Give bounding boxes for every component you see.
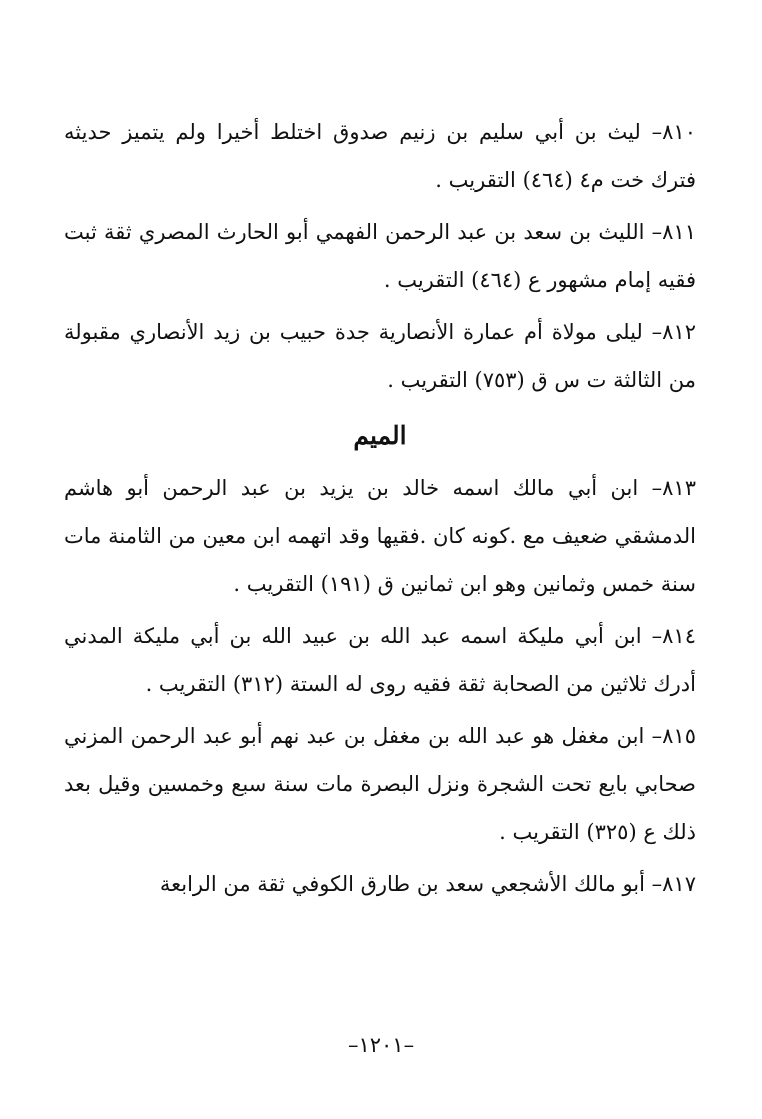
entry-810: ٨١٠– ليث بن أبي سليم بن زنيم صدوق اختلط أخيرا ولم يتميز حديثه فترك خت م٤ (٤٦٤) التقريب . [64, 120, 696, 192]
page-number: –١٢٠١– [347, 1033, 415, 1057]
document-page [64, 108, 696, 908]
entry-815: ٨١٥– ابن مغفل هو عبد الله بن مغفل بن عبد نهم أبو عبد الرحمن المزني صحابي بايع تحت الشجرة ونزل البصرة مات سنة سبع وخمسين وقيل بعد ذلك ع (٣٢٥) التقريب . [64, 724, 696, 844]
entry-811: ٨١١– الليث بن سعد بن عبد الرحمن الفهمي أبو الحارث المصري ثقة ثبت فقيه إمام مشهور ع (٤٦٤) التقريب . [64, 220, 696, 292]
entry-817: ٨١٧– أبو مالك الأشجعي سعد بن طارق الكوفي ثقة من الرابعة [159, 872, 696, 896]
entry-813: ٨١٣– ابن أبي مالك اسمه خالد بن يزيد بن عبد الرحمن أبو هاشم الدمشقي ضعيف مع .كونه كان .فقيها وقد اتهمه ابن معين من الثامنة مات سنة خمس وثمانين وهو ابن ثمانين ق (١٩١) التقريب . [64, 476, 696, 596]
section-heading: الميم [353, 421, 407, 450]
entry-814: ٨١٤– ابن أبي مليكة اسمه عبد الله بن عبيد الله بن أبي مليكة المدني أدرك ثلاثين من الصحابة ثقة فقيه روى له الستة (٣١٢) التقريب . [64, 624, 696, 696]
entry-812: ٨١٢– ليلى مولاة أم عمارة الأنصارية جدة حبيب بن زيد الأنصاري مقبولة من الثالثة ت س ق (٧٥٣) التقريب . [64, 320, 696, 392]
